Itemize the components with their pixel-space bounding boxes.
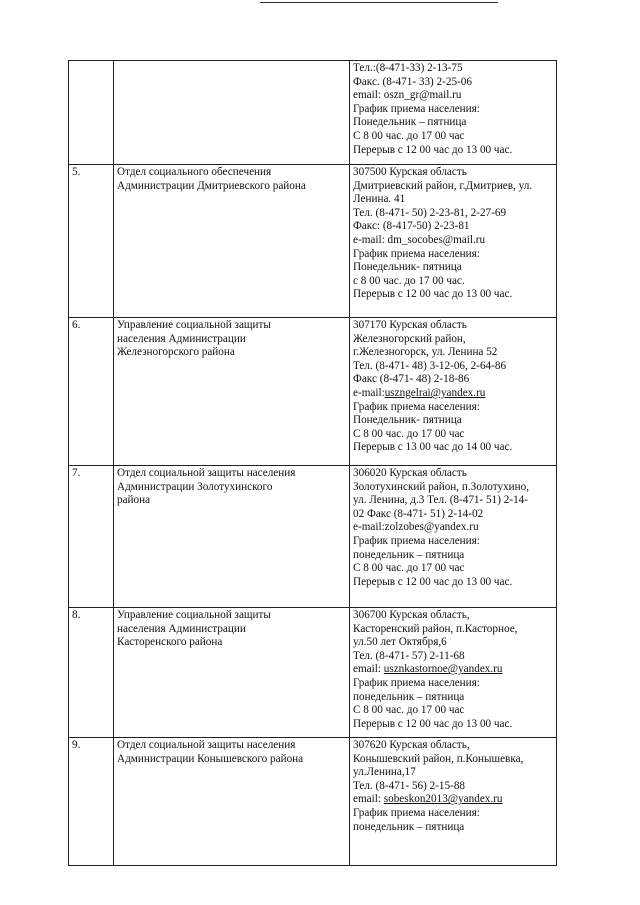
department-name-line: Отдел социальной защиты населения xyxy=(117,467,296,479)
contact-info-line: Факс. (8-471- 33) 2-25-06 xyxy=(353,75,472,88)
contact-info-line: Золотухинский район, п.Золотухино, xyxy=(353,480,530,493)
contact-info-line: Факс: (8-417-50) 2-23-81 xyxy=(353,220,470,233)
contact-info-line: Конышевский район, п.Конышевка, xyxy=(353,752,524,765)
contact-info-line: Перерыв с 13 00 час до 14 00 час. xyxy=(353,441,513,454)
contact-info-line: График приема населения: xyxy=(353,534,480,547)
contact-info xyxy=(350,738,557,866)
department-name-line: Управление социальной защиты xyxy=(117,609,271,621)
contact-info-line: email: oszn_gr@mail.ru xyxy=(353,89,462,102)
contact-info-line: г.Железногорск, ул. Ленина 52 xyxy=(353,346,498,359)
table-row xyxy=(69,738,557,866)
department-name-line: Железногорского района xyxy=(117,346,235,359)
table-row xyxy=(69,608,557,738)
department-name-line: Администрации Конышевского района xyxy=(117,752,304,765)
contact-info-line: Касторенский район, п.Касторное, xyxy=(353,622,518,635)
contact-info-line: ул. Ленина, д.3 Тел. (8-471- 51) 2-14- xyxy=(353,494,528,507)
department-name xyxy=(114,165,350,318)
contact-info-line: Железногорский район, xyxy=(353,332,466,345)
page-top-rule xyxy=(260,2,498,3)
contact-info xyxy=(350,466,557,608)
department-name-line: Администрации Дмитриевского района xyxy=(117,179,306,192)
contact-info-line: 307500 Курская область xyxy=(353,166,467,178)
email-link[interactable]: sobeskon2013@yandex.ru xyxy=(383,793,503,806)
contact-info-line: Тел. (8-471- 50) 2-23-81, 2-27-69 xyxy=(353,206,507,219)
contact-info-line: ул.50 лет Октября,6 xyxy=(353,636,447,649)
department-name xyxy=(114,608,350,738)
contact-info-line: Тел. (8-471- 48) 3-12-06, 2-64-86 xyxy=(353,359,507,372)
contact-info-line: График приема населения: xyxy=(353,676,480,689)
contact-info-line: 02 Факс (8-471- 51) 2-14-02 xyxy=(353,507,484,520)
contact-info-line: с 8 00 час. до 17 00 час. xyxy=(353,274,465,287)
table-row xyxy=(69,61,557,165)
contact-info-line: 307620 Курская область, xyxy=(353,739,470,751)
contact-info-line: Тел. (8-471- 56) 2-15-88 xyxy=(353,779,466,792)
contact-info-line: e-mail:zolzobes@yandex.ru xyxy=(353,521,479,534)
contact-info-line: 306020 Курская область xyxy=(353,467,467,479)
department-name-line: Управление социальной защиты xyxy=(117,319,271,331)
contact-info-line: ул.Ленина,17 xyxy=(353,766,416,779)
row-number: 7. xyxy=(69,466,114,608)
department-name-line: населения Администрации xyxy=(117,622,246,635)
contact-info xyxy=(350,165,557,318)
contact-info-line: Ленина. 41 xyxy=(353,193,406,206)
contact-info-line: понедельник – пятница xyxy=(353,690,465,703)
department-name-line: района xyxy=(117,494,151,507)
contact-info-line: С 8 00 час. до 17 00 час xyxy=(353,427,465,440)
contact-info-line: e-mail: dm_socobes@mail.ru xyxy=(353,233,486,246)
contact-info-line: Перерыв с 12 00 час до 13 00 час. xyxy=(353,288,513,301)
contact-info-line: 307170 Курская область xyxy=(353,319,467,331)
department-name xyxy=(114,738,350,866)
contact-info-line: Понедельник – пятница xyxy=(353,116,467,129)
contact-info-line: График приема населения: xyxy=(353,247,480,260)
department-name-line: Касторенского района xyxy=(117,636,223,649)
contact-info xyxy=(350,61,557,165)
contact-info-line: Дмитриевский район, г.Дмитриев, ул. xyxy=(353,179,533,192)
contact-info-line: С 8 00 час. до 17 00 час xyxy=(353,562,465,575)
contact-info-line: График приема населения: xyxy=(353,806,480,819)
contacts-table xyxy=(68,60,557,866)
contact-info-line: понедельник – пятница xyxy=(353,548,465,561)
table-row xyxy=(69,466,557,608)
row-number: 9. xyxy=(69,738,114,866)
contact-info xyxy=(350,318,557,466)
row-number xyxy=(69,61,114,165)
contact-info-line: Факс (8-471- 48) 2-18-86 xyxy=(353,373,470,386)
contact-info-line: email: usznkastornoe@yandex.ru xyxy=(353,663,503,676)
table-row xyxy=(69,165,557,318)
contact-info-line: 306700 Курская область, xyxy=(353,609,470,621)
table-row xyxy=(69,318,557,466)
contact-info-line: Тел.:(8-471-33) 2-13-75 xyxy=(353,62,463,74)
department-name xyxy=(114,318,350,466)
contact-info-line: Перерыв с 12 00 час до 13 00 час. xyxy=(353,575,513,588)
contact-info-line: График приема населения: xyxy=(353,102,480,115)
contact-info-line: Тел. (8-471- 57) 2-11-68 xyxy=(353,649,465,662)
department-name-line: Администрации Золотухинского xyxy=(117,480,273,493)
contact-info-line: С 8 00 час. до 17 00 час xyxy=(353,129,465,142)
department-name-line: Отдел социального обеспечения xyxy=(117,166,272,178)
contact-info-line: e-mail:uszngelrai@yandex.ru xyxy=(353,386,486,399)
contact-info-line: Понедельник- пятница xyxy=(353,261,462,274)
department-name-line: населения Администрации xyxy=(117,332,246,345)
contact-info-line: понедельник – пятница xyxy=(353,820,465,833)
contact-info-line: Понедельник- пятница xyxy=(353,414,462,427)
department-name xyxy=(114,61,350,165)
contact-info-line: Перерыв с 12 00 час до 13 00 час. xyxy=(353,143,513,156)
contact-info-line: email: sobeskon2013@yandex.ru xyxy=(353,793,503,806)
contact-info-line: Перерыв с 12 00 час до 13 00 час. xyxy=(353,717,513,730)
contact-info xyxy=(350,608,557,738)
email-link[interactable]: usznkastornoe@yandex.ru xyxy=(383,663,503,676)
department-name xyxy=(114,466,350,608)
row-number: 6. xyxy=(69,318,114,466)
department-name-line: Отдел социальной защиты населения xyxy=(117,739,296,751)
contact-info-line: График приема населения: xyxy=(353,400,480,413)
row-number: 8. xyxy=(69,608,114,738)
contact-info-line: С 8 00 час. до 17 00 час xyxy=(353,704,465,717)
row-number: 5. xyxy=(69,165,114,318)
email-link[interactable]: uszngelrai@yandex.ru xyxy=(384,386,486,399)
